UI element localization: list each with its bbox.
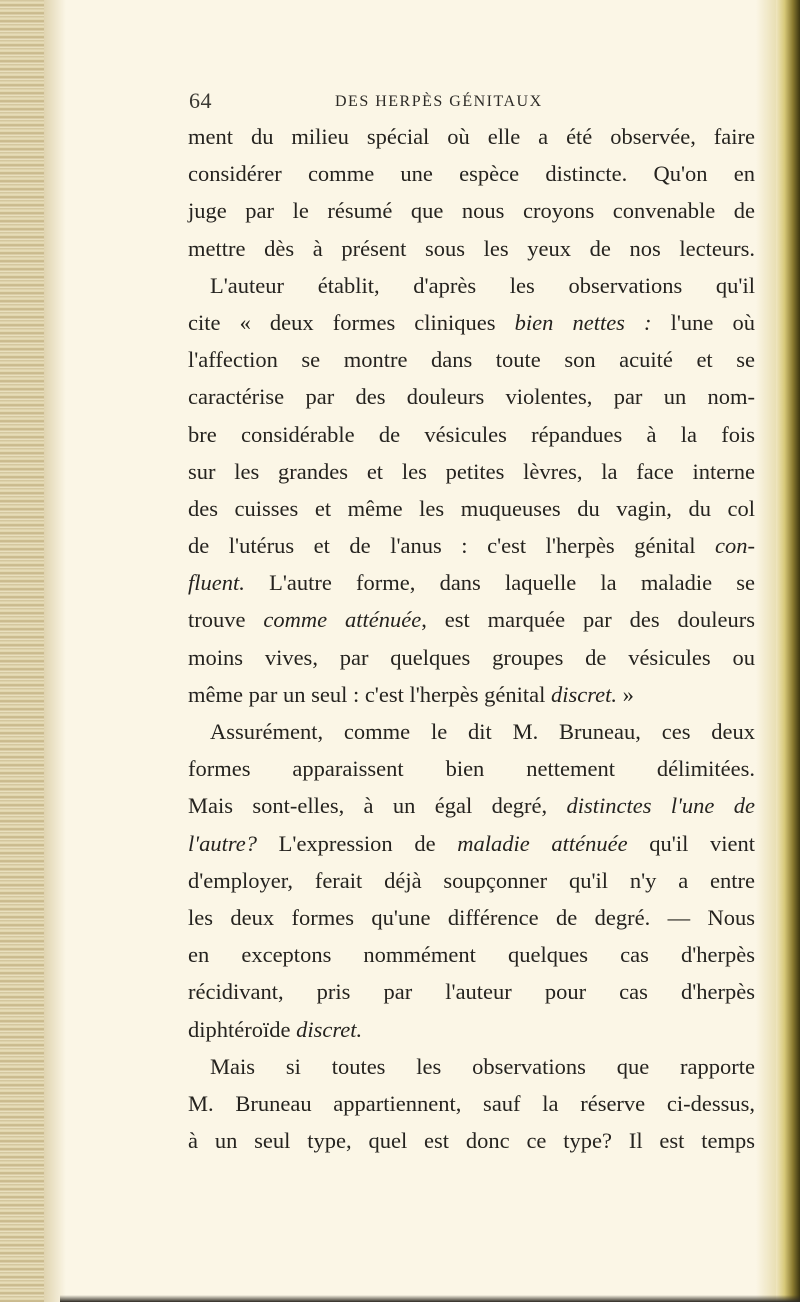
page-number: 64 [189,88,212,113]
gutter-shadow [44,0,66,1302]
text-line: de l'utérus et de l'anus : c'est l'herpès génital con- [188,533,755,559]
text-line: Assurément, comme le dit M. Bruneau, ces deux [210,719,755,744]
text-line: L'auteur établit, d'après les observations qu'il [210,272,755,298]
text-line: M. Bruneau appartiennent, sauf la réserve ci-dessus, [188,1090,755,1116]
text-line: juge par le résumé que nous croyons convenable de [188,198,755,224]
page-header [189,88,769,118]
text-line: considérer comme une espèce distincte. Qu'on en [188,161,755,187]
text-line: les deux formes qu'une différence de degré. — Nous [188,904,755,930]
text-line: récidivant, pris par l'auteur pour cas d'herpès [188,979,755,1005]
text-line: à un seul type, quel est donc ce type? Il est temps [188,1128,755,1154]
text-line: mettre dès à présent sous les yeux de nos lecteurs. [188,235,755,261]
text-line: sur les grandes et les petites lèvres, la face interne [188,458,755,484]
text-line: des cuisses et même les muqueuses du vagin, du col [188,495,755,521]
text-line: l'autre? L'expression de maladie atténuée qu'il vient [188,830,756,856]
text-line: cite « deux formes cliniques bien nettes : l'une où [188,309,755,335]
book-spine-edge [0,0,44,1302]
text-line: ment du milieu spécial où elle a été observée, faire [188,124,755,149]
page-bottom-edge [60,1295,800,1302]
text-line: Mais sont-elles, à un égal degré, distinctes l'une de [188,793,755,819]
text-line: fluent. L'autre forme, dans laquelle la maladie se [188,570,755,596]
page-fore-edge [776,0,800,1302]
text-line: caractérise par des douleurs violentes, par un nom- [188,384,755,410]
fore-edge-shadow [756,0,776,1302]
text-line: en exceptons nommément quelques cas d'herpès [188,942,755,968]
text-line: formes apparaissent bien nettement délimitées. [188,756,755,782]
text-line: d'employer, ferait déjà soupçonner qu'il n'y a entre [188,867,755,893]
text-line: même par un seul : c'est l'herpès génital discret. » [188,681,634,707]
running-title: DES HERPÈS GÉNITAUX [335,93,543,110]
body-text [188,118,755,1159]
text-line: bre considérable de vésicules répandues à la fois [188,421,755,447]
text-line: diphtéroïde discret. [188,1016,363,1042]
text-line: moins vives, par quelques groupes de vésicules ou [188,644,755,670]
text-line: Mais si toutes les observations que rapporte [210,1053,755,1079]
text-line: l'affection se montre dans toute son acuité et se [188,347,755,373]
text-line: trouve comme atténuée, est marquée par des douleurs [188,607,756,633]
